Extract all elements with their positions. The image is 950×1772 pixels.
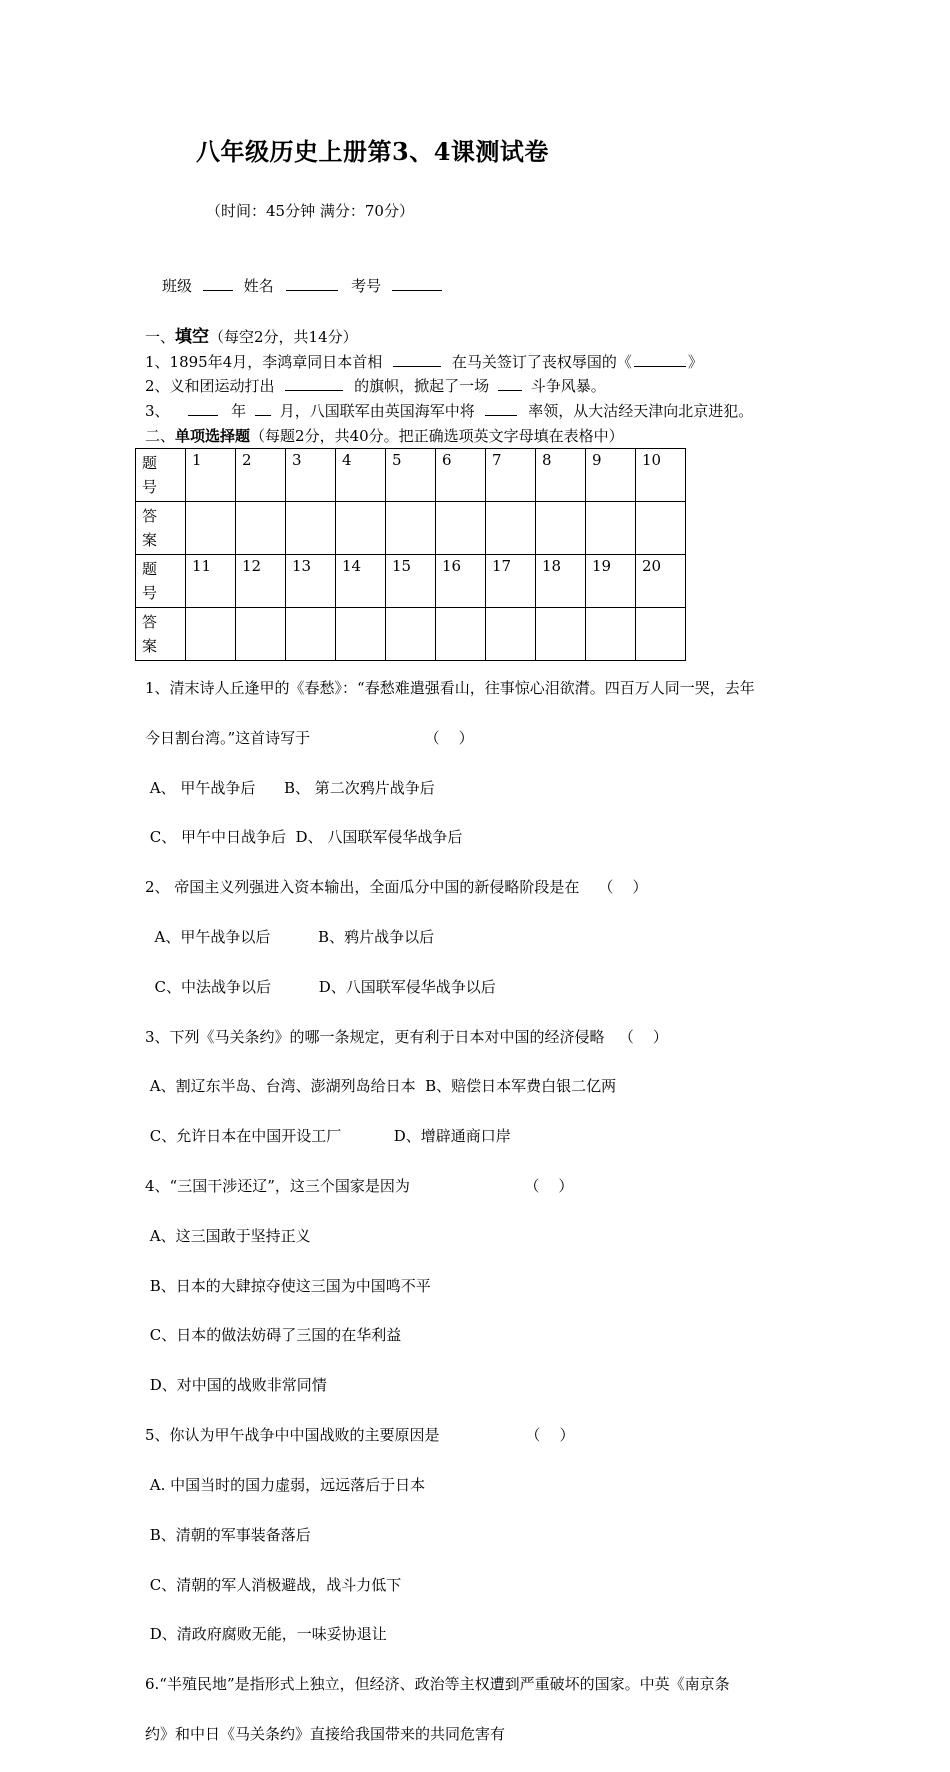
answer-cell[interactable]: [186, 502, 236, 555]
question-number: 3: [286, 449, 336, 502]
row-label: 答 案: [136, 608, 186, 661]
table-row: [136, 555, 686, 608]
choice-line: C、允许日本在中国开设工厂 D、增辟通商口岸: [145, 1127, 511, 1146]
choice-line: B、清朝的军事装备落后: [145, 1525, 311, 1544]
id-blank[interactable]: [392, 276, 442, 291]
section2-header: 二、单项选择题（每题2分，共40分。把正确选项英文字母填在表格中）: [145, 427, 624, 445]
fill-question-3: 3、 年 月，八国联军由英国海军中将 率领，从大沽经天津向北京进犯。: [145, 402, 754, 420]
question-number: 9: [586, 449, 636, 502]
question-line: 今日割台湾。”这首诗写于 （ ）: [145, 728, 474, 747]
fill-blank[interactable]: [285, 376, 343, 391]
row-label: 题 号: [136, 449, 186, 502]
class-label: 班级: [162, 277, 193, 295]
choice-line: C、 甲午中日战争后 D、 八国联军侵华战争后: [145, 828, 463, 847]
question-number: 18: [536, 555, 586, 608]
section1-heading: 填空: [175, 327, 210, 347]
question-number: 8: [536, 449, 586, 502]
answer-cell[interactable]: [336, 502, 386, 555]
fill-blank[interactable]: [634, 352, 686, 367]
question-number: 14: [336, 555, 386, 608]
table-row: [136, 502, 686, 555]
question-number: 7: [486, 449, 536, 502]
question-number: 16: [436, 555, 486, 608]
answer-cell[interactable]: [236, 502, 286, 555]
question-line: 4、“三国干涉还辽”，这三个国家是因为 （ ）: [145, 1177, 574, 1196]
question-number: 10: [636, 449, 686, 502]
choice-line: C、日本的做法妨碍了三国的在华利益: [145, 1326, 402, 1345]
id-label: 考号: [351, 277, 382, 295]
fill-blank[interactable]: [255, 401, 271, 416]
section2-heading: 单项选择题: [175, 427, 251, 445]
answer-cell[interactable]: [386, 502, 436, 555]
choice-line: C、中法战争以后 D、八国联军侵华战争以后: [145, 977, 496, 996]
question-line: 3、下列《马关条约》的哪一条规定，更有利于日本对中国的经济侵略 （ ）: [145, 1027, 668, 1046]
section2-note: （每题2分，共40分。把正确选项英文字母填在表格中）: [250, 427, 624, 445]
choice-line: B、日本的大肆掠夺使这三国为中国鸣不平: [145, 1276, 431, 1295]
name-blank[interactable]: [286, 276, 338, 291]
question-number: 1: [186, 449, 236, 502]
exam-time-score: （时间：45分钟 满分：70分）: [206, 202, 414, 220]
fill-blank[interactable]: [485, 401, 517, 416]
question-number: 15: [386, 555, 436, 608]
choice-line: A、 甲午战争后 B、 第二次鸦片战争后: [145, 778, 435, 797]
question-number: 12: [236, 555, 286, 608]
table-row: [136, 449, 686, 502]
question-line: 2、 帝国主义列强进入资本输出，全面瓜分中国的新侵略阶段是在 （ ）: [145, 878, 648, 897]
section1-note: （每空2分，共14分）: [209, 328, 358, 346]
question-number: 4: [336, 449, 386, 502]
row-label: 题 号: [136, 555, 186, 608]
fill-question-1: 1、1895年4月，李鸿章同日本首相 在马关签订了丧权辱国的《 》: [145, 353, 703, 371]
question-number: 6: [436, 449, 486, 502]
question-number: 2: [236, 449, 286, 502]
question-number: 20: [636, 555, 686, 608]
choice-line: D、对中国的战败非常同情: [145, 1376, 327, 1395]
fill-blank[interactable]: [498, 376, 522, 391]
fill-blank[interactable]: [188, 401, 218, 416]
answer-cell[interactable]: [436, 502, 486, 555]
question-number: 17: [486, 555, 536, 608]
question-number: 13: [286, 555, 336, 608]
row-label: 答 案: [136, 502, 186, 555]
question-line: 6.“半殖民地”是指形式上独立，但经济、政治等主权遭到严重破坏的国家。中英《南京条: [145, 1675, 730, 1694]
question-number: 19: [586, 555, 636, 608]
choice-line: A、这三国敢于坚持正义: [145, 1226, 311, 1245]
answer-cell[interactable]: [486, 502, 536, 555]
page-title: 八年级历史上册第3、4课测试卷: [196, 137, 549, 166]
name-label: 姓名: [243, 277, 274, 295]
section1-header: 一、填空（每空2分，共14分）: [145, 327, 358, 347]
class-blank[interactable]: [203, 276, 233, 291]
choice-line: D、清政府腐败无能，一味妥协退让: [145, 1625, 387, 1644]
choice-line: A. 中国当时的国力虚弱，远远落后于日本: [145, 1475, 426, 1494]
fill-question-2: 2、义和团运动打出 的旗帜，掀起了一场 斗争风暴。: [145, 377, 606, 395]
question-number: 5: [386, 449, 436, 502]
answer-cell[interactable]: [536, 502, 586, 555]
question-line: 5、你认为甲午战争中中国战败的主要原因是 （ ）: [145, 1426, 575, 1445]
answer-cell[interactable]: [286, 502, 336, 555]
fill-blank[interactable]: [393, 352, 441, 367]
choice-line: A、甲午战争以后 B、鸦片战争以后: [145, 927, 435, 946]
answer-cell[interactable]: [636, 502, 686, 555]
question-list: [145, 651, 755, 1772]
question-number: 11: [186, 555, 236, 608]
answer-cell[interactable]: [586, 502, 636, 555]
question-line: 约》和中日《马关条约》直接给我国带来的共同危害有: [145, 1724, 506, 1743]
student-info: [162, 275, 448, 296]
question-line: 1、清末诗人丘逢甲的《春愁》：“春愁难遣强看山，往事惊心泪欲潸。四百万人同一哭，去年: [145, 678, 755, 697]
answer-table: [135, 448, 686, 661]
choice-line: A、割辽东半岛、台湾、澎湖列岛给日本 B、赔偿日本军费白银二亿两: [145, 1077, 617, 1096]
choice-line: C、清朝的军人消极避战，战斗力低下: [145, 1575, 402, 1594]
